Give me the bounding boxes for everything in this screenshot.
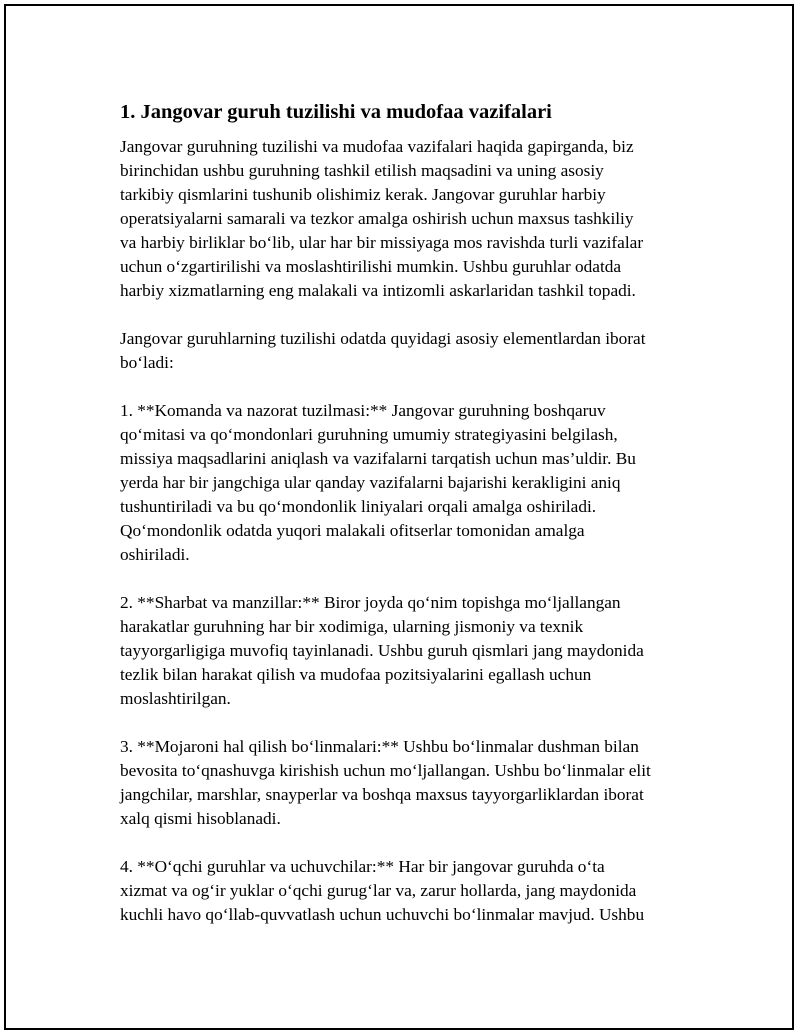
text-line: jangchilar, marshlar, snayperlar va boshqa maxsus tayyorgarliklardan iborat	[120, 785, 644, 804]
text-line: yerda har bir jangchiga ular qanday vazifalarni bajarishi kerakligini aniq	[120, 473, 621, 492]
paragraph-item-2	[120, 591, 692, 711]
text-line: tushuntiriladi va bu qo‘mondonlik liniyalari orqali amalga oshiriladi.	[120, 497, 597, 516]
paragraph-item-1	[120, 399, 692, 567]
text-line: Jangovar guruhlarning tuzilishi odatda quyidagi asosiy elementlardan iborat	[120, 329, 646, 348]
paragraph-intro	[120, 135, 692, 303]
document-content	[120, 98, 692, 951]
text-line: tayyorgarligiga muvofiq tayinlanadi. Ushbu guruh qismlari jang maydonida	[120, 641, 644, 660]
text-line: moslashtirilgan.	[120, 689, 231, 708]
text-line: kuchli havo qo‘llab-quvvatlash uchun uchuvchi bo‘linmalar mavjud. Ushbu	[120, 905, 645, 924]
text-line: tezlik bilan harakat qilish va mudofaa pozitsiyalarini egallash uchun	[120, 665, 592, 684]
paragraph-item-4	[120, 855, 692, 927]
text-line: 4. **O‘qchi guruhlar va uchuvchilar:** Har bir jangovar guruhda o‘ta	[120, 857, 605, 876]
text-line: 1. **Komanda va nazorat tuzilmasi:** Jangovar guruhning boshqaruv	[120, 401, 606, 420]
text-line: harbiy xizmatlarning eng malakali va intizomli askarlaridan tashkil topadi.	[120, 281, 636, 300]
text-line: uchun o‘zgartirilishi va moslashtirilishi mumkin. Ushbu guruhlar odatda	[120, 257, 622, 276]
text-line: va harbiy birliklar bo‘lib, ular har bir missiyaga mos ravishda turli vazifalar	[120, 233, 644, 252]
text-line: 2. **Sharbat va manzillar:** Biror joyda qo‘nim topishga mo‘ljallangan	[120, 593, 621, 612]
section-heading: 1. Jangovar guruh tuzilishi va mudofaa vazifalari	[120, 101, 552, 123]
text-line: xizmat va og‘ir yuklar o‘qchi gurug‘lar va, zarur hollarda, jang maydonida	[120, 881, 637, 900]
text-line: xalq qismi hisoblanadi.	[120, 809, 281, 828]
paragraph-structure-intro	[120, 327, 692, 375]
text-line: bo‘ladi:	[120, 353, 174, 372]
paragraph-item-3	[120, 735, 692, 831]
text-line: tarkibiy qismlarini tushunib olishimiz kerak. Jangovar guruhlar harbiy	[120, 185, 606, 204]
text-line: oshiriladi.	[120, 545, 190, 564]
text-line: harakatlar guruhning har bir xodimiga, ularning jismoniy va texnik	[120, 617, 584, 636]
text-line: Jangovar guruhning tuzilishi va mudofaa vazifalari haqida gapirganda, biz	[120, 137, 634, 156]
text-line: bevosita to‘qnashuvga kirishish uchun mo‘ljallangan. Ushbu bo‘linmalar elit	[120, 761, 651, 780]
text-line: birinchidan ushbu guruhning tashkil etilish maqsadini va uning asosiy	[120, 161, 604, 180]
document-page	[4, 4, 794, 1030]
text-line: 3. **Mojaroni hal qilish bo‘linmalari:** Ushbu bo‘linmalar dushman bilan	[120, 737, 639, 756]
text-line: qo‘mitasi va qo‘mondonlari guruhning umumiy strategiyasini belgilash,	[120, 425, 618, 444]
text-line: Qo‘mondonlik odatda yuqori malakali ofitserlar tomonidan amalga	[120, 521, 585, 540]
text-line: operatsiyalarni samarali va tezkor amalga oshirish uchun maxsus tashkiliy	[120, 209, 634, 228]
text-line: missiya maqsadlarini aniqlash va vazifalarni tarqatish uchun mas’uldir. Bu	[120, 449, 636, 468]
